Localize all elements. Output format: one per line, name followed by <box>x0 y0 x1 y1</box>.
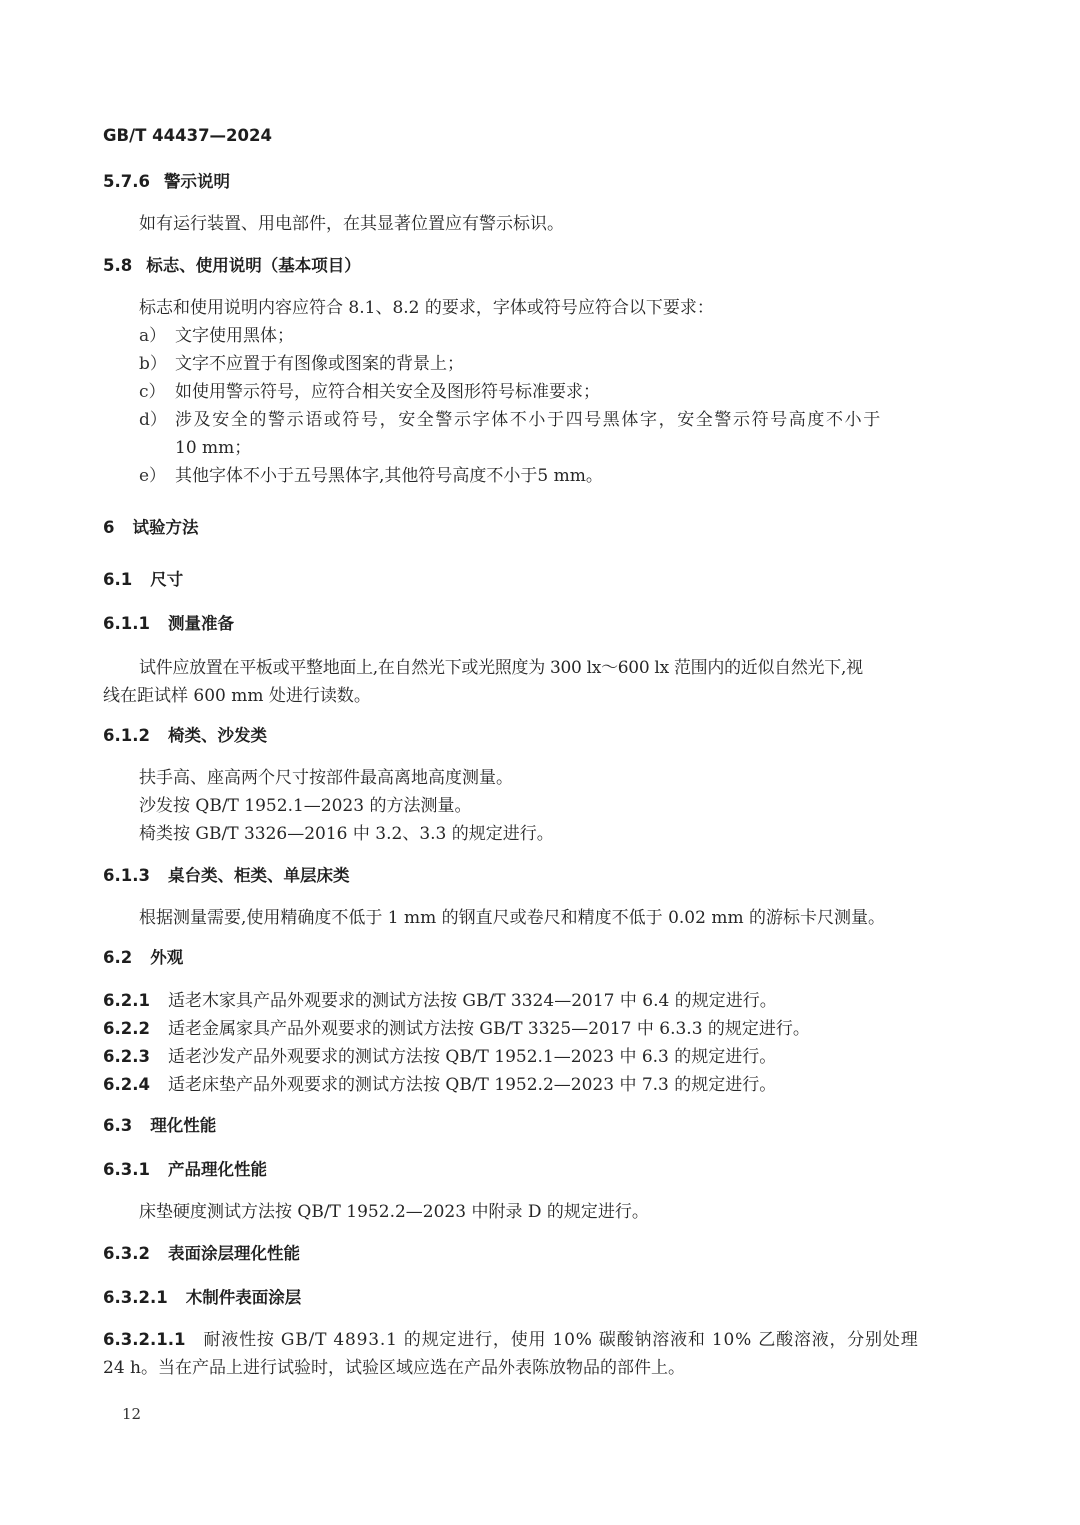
heading-6-1 <box>103 568 183 592</box>
paragraph-line: 扶手高、座高两个尺寸按部件最高离地高度测量。 <box>139 768 513 788</box>
heading-title: 标志、使用说明（基本项目） <box>146 256 361 275</box>
heading-title: 警示说明 <box>163 172 230 191</box>
heading-number: 6.1.3 <box>103 866 150 885</box>
heading-title: 表面涂层理化性能 <box>167 1244 300 1263</box>
heading-title: 产品理化性能 <box>167 1160 267 1179</box>
list-item <box>139 464 603 488</box>
paragraph-line: 24 h。当在产品上进行试验时，试验区域应选在产品外表陈放物品的部件上。 <box>103 1358 685 1378</box>
clause-text: 适老沙发产品外观要求的测试方法按 QB/T 1952.1—2023 中 6.3 的规定进行。 <box>167 1047 777 1067</box>
paragraph: 如有运行装置、用电部件，在其显著位置应有警示标识。 <box>139 214 564 234</box>
clause-number: 6.2.4 <box>103 1075 150 1094</box>
heading-5-8 <box>103 254 361 278</box>
heading-title: 测量准备 <box>167 614 234 633</box>
page-number: 12 <box>122 1405 142 1423</box>
standard-number: GB/T 44437—2024 <box>103 126 272 145</box>
heading-title: 理化性能 <box>150 1116 217 1135</box>
heading-6-3-2-1 <box>103 1286 301 1310</box>
heading-title: 尺寸 <box>150 570 184 589</box>
list-item <box>139 352 464 376</box>
list-text: 涉及安全的警示语或符号，安全警示字体不小于四号黑体字，安全警示符号高度不小于 <box>175 410 882 430</box>
heading-number: 6.3 <box>103 1116 133 1135</box>
heading-6-2 <box>103 946 183 970</box>
list-label: b） <box>139 354 167 374</box>
list-label: c） <box>139 382 166 402</box>
clause-number: 6.2.2 <box>103 1019 150 1038</box>
heading-number: 6.3.1 <box>103 1160 150 1179</box>
clause-text: 适老床垫产品外观要求的测试方法按 QB/T 1952.2—2023 中 7.3 的规定进行。 <box>167 1075 777 1095</box>
heading-number: 6.3.2.1 <box>103 1288 168 1307</box>
list-item <box>139 324 294 348</box>
paragraph-line: 线在距试样 600 mm 处进行读数。 <box>103 686 371 706</box>
paragraph-line: 试件应放置在平板或平整地面上,在自然光下或光照度为 300 lx～600 lx 范围内的近似自然光下,视 <box>139 658 863 678</box>
heading-6-1-3 <box>103 864 349 888</box>
clause-number: 6.2.1 <box>103 991 150 1010</box>
heading-number: 6.1.1 <box>103 614 150 633</box>
heading-6-3-2 <box>103 1242 300 1266</box>
heading-number: 6.1 <box>103 570 133 589</box>
paragraph-line: 沙发按 QB/T 1952.1—2023 的方法测量。 <box>139 796 472 816</box>
list-item <box>139 380 600 404</box>
list-item-continuation: 10 mm； <box>175 438 252 458</box>
paragraph: 床垫硬度测试方法按 QB/T 1952.2—2023 中附录 D 的规定进行。 <box>139 1202 649 1222</box>
heading-title: 试验方法 <box>132 518 199 537</box>
clause-item <box>103 1045 776 1069</box>
list-label: a） <box>139 326 167 346</box>
heading-5-7-6 <box>103 170 230 194</box>
heading-title: 桌台类、柜类、单层床类 <box>167 866 350 885</box>
heading-6-3-1 <box>103 1158 267 1182</box>
heading-title: 外观 <box>150 948 184 967</box>
clause-text: 适老木家具产品外观要求的测试方法按 GB/T 3324—2017 中 6.4 的规定进行。 <box>167 991 777 1011</box>
list-label: d） <box>139 410 167 430</box>
heading-title: 椅类、沙发类 <box>167 726 267 745</box>
heading-6-1-1 <box>103 612 234 636</box>
clause-item <box>103 1017 810 1041</box>
paragraph-line: 椅类按 GB/T 3326—2016 中 3.2、3.3 的规定进行。 <box>139 824 554 844</box>
list-label: e） <box>139 466 167 486</box>
heading-title: 木制件表面涂层 <box>185 1288 302 1307</box>
paragraph: 根据测量需要,使用精确度不低于 1 mm 的钢直尺或卷尺和精度不低于 0.02 mm 的游标卡尺测量。 <box>139 908 885 928</box>
heading-6 <box>103 516 198 540</box>
heading-6-3 <box>103 1114 216 1138</box>
clause-text: 适老金属家具产品外观要求的测试方法按 GB/T 3325—2017 中 6.3.3 的规定进行。 <box>167 1019 810 1039</box>
heading-number: 6 <box>103 518 115 537</box>
heading-number: 6.2 <box>103 948 133 967</box>
list-text: 文字使用黑体； <box>175 326 294 346</box>
clause-item <box>103 1073 776 1097</box>
heading-number: 5.8 <box>103 256 133 275</box>
heading-number: 5.7.6 <box>103 172 150 191</box>
list-text: 文字不应置于有图像或图案的背景上； <box>175 354 464 374</box>
heading-number: 6.3.2 <box>103 1244 150 1263</box>
clause-item <box>103 1328 919 1352</box>
heading-number: 6.1.2 <box>103 726 150 745</box>
clause-number: 6.2.3 <box>103 1047 150 1066</box>
clause-text: 耐液性按 GB/T 4893.1 的规定进行，使用 10% 碳酸钠溶液和 10% 乙酸溶液，分别处理 <box>203 1330 919 1350</box>
clause-item <box>103 989 777 1013</box>
list-item <box>139 408 882 432</box>
list-text: 如使用警示符号，应符合相关安全及图形符号标准要求； <box>175 382 600 402</box>
list-text: 其他字体不小于五号黑体字,其他符号高度不小于5 mm。 <box>175 466 603 486</box>
clause-number: 6.3.2.1.1 <box>103 1330 186 1349</box>
paragraph: 标志和使用说明内容应符合 8.1、8.2 的要求，字体或符号应符合以下要求： <box>139 298 714 318</box>
heading-6-1-2 <box>103 724 267 748</box>
